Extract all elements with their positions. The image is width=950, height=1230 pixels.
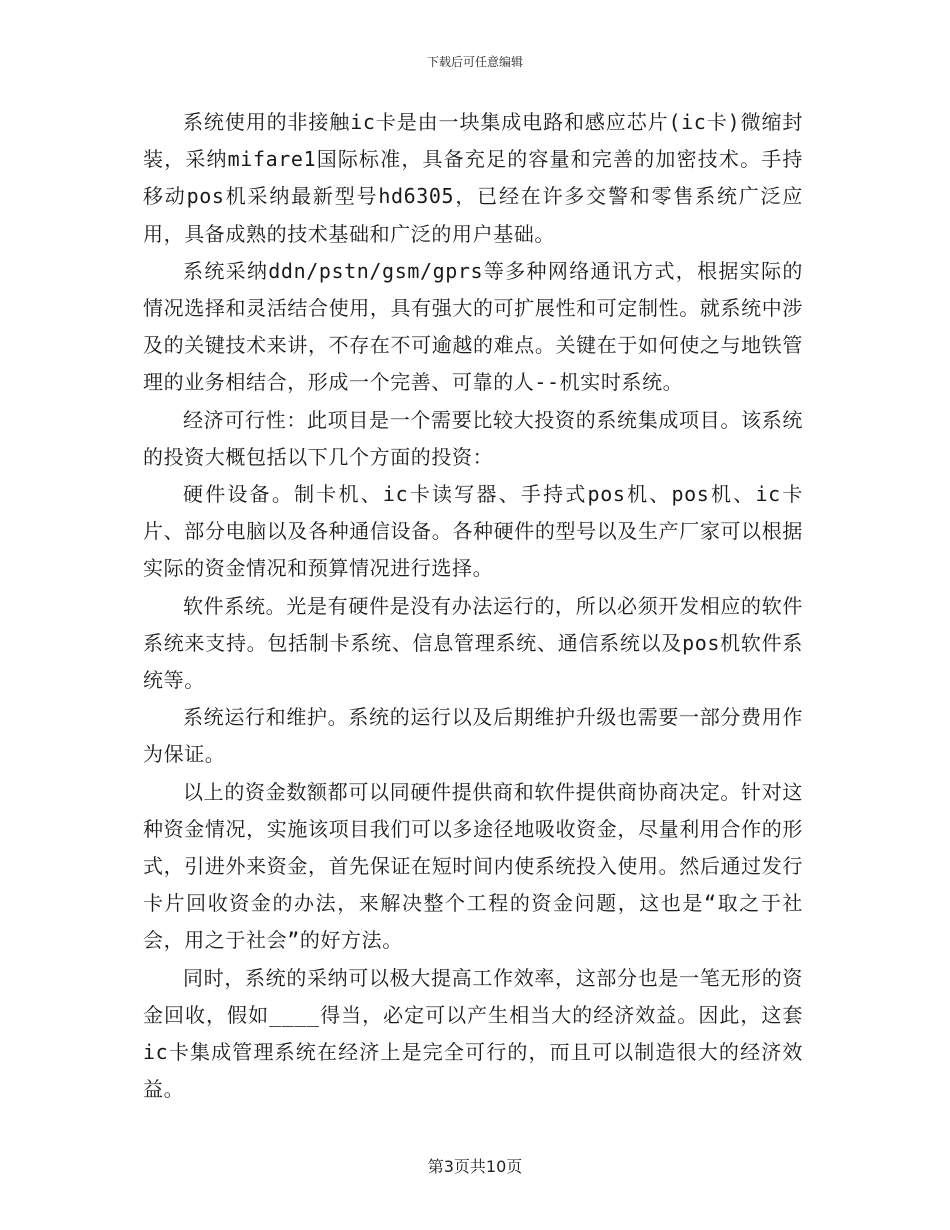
document-body	[143, 104, 803, 1108]
paragraph: 软件系统。光是有硬件是没有办法运行的，所以必须开发相应的软件系统来支持。包括制卡系统、信息管理系统、通信系统以及pos机软件系统等。	[143, 593, 803, 693]
paragraph: 系统采纳ddn/pstn/gsm/gprs等多种网络通讯方式，根据实际的情况选择和灵活结合使用，具有强大的可扩展性和可定制性。就系统中涉及的关键技术来讲，不存在不可逾越的难点。关键在于如何使之与地铁管理的业务相结合，形成一个完善、可靠的人--机实时系统。	[143, 258, 803, 395]
paragraph: 以上的资金数额都可以同硬件提供商和软件提供商协商决定。针对这种资金情况，实施该项目我们可以多途径地吸收资金，尽量利用合作的形式，引进外来资金，首先保证在短时间内使系统投入使用。然后通过发行卡片回收资金的办法，来解决整个工程的资金问题，这也是“取之于社会，用之于社会”的好方法。	[143, 779, 803, 953]
paragraph: 系统运行和维护。系统的运行以及后期维护升级也需要一部分费用作为保证。	[143, 705, 803, 767]
page-footer: 第3页共10页	[427, 1157, 523, 1176]
paragraph: 同时，系统的采纳可以极大提高工作效率，这部分也是一笔无形的资金回收，假如____得当，必定可以产生相当大的经济效益。因此，这套ic卡集成管理系统在经济上是完全可行的，而且可以制造很大的经济效益。	[143, 965, 803, 1102]
paragraph: 硬件设备。制卡机、ic卡读写器、手持式pos机、pos机、ic卡片、部分电脑以及各种通信设备。各种硬件的型号以及生产厂家可以根据实际的资金情况和预算情况进行选择。	[143, 482, 803, 581]
paragraph: 经济可行性：此项目是一个需要比较大投资的系统集成项目。该系统的投资大概包括以下几个方面的投资：	[143, 407, 803, 469]
paragraph: 系统使用的非接触ic卡是由一块集成电路和感应芯片(ic卡)微缩封装，采纳mifare1国际标准，具备充足的容量和完善的加密技术。手持移动pos机采纳最新型号hd6305，已经在许多交警和零售系统广泛应用，具备成熟的技术基础和广泛的用户基础。	[143, 110, 803, 246]
page-header: 下载后可任意编辑	[426, 55, 523, 69]
